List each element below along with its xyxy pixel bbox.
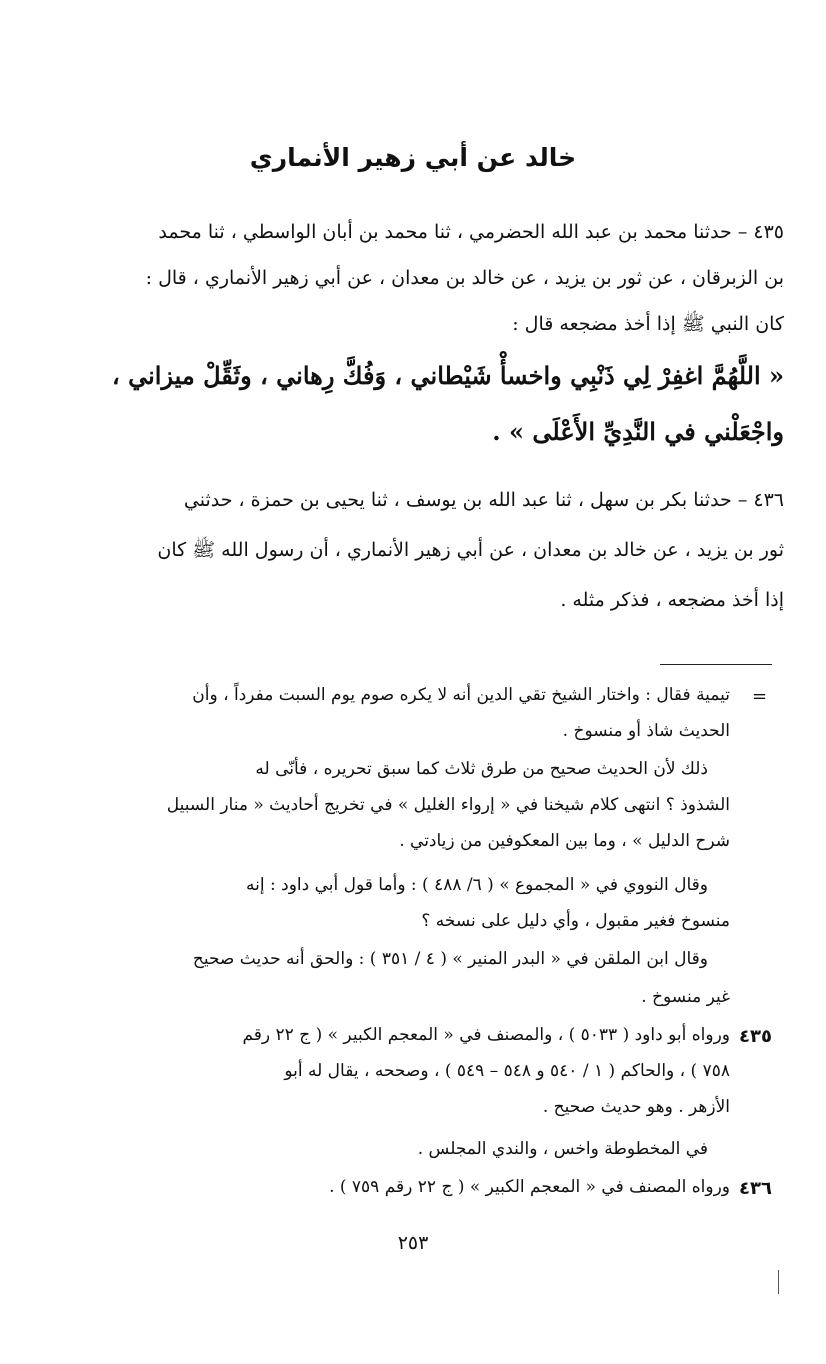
section-title: خالد عن أبي زهير الأنماري xyxy=(249,143,577,172)
dua-line-2: واجْعَلْني في النَّدِيِّ الأَعْلَى » . xyxy=(492,417,784,446)
footnote-continuation-line-2: الحديث شاذ أو منسوخ . xyxy=(562,721,730,741)
footnote-continuation-line-7: منسوخ فغير مقبول ، وأي دليل على نسخه ؟ xyxy=(421,911,730,931)
hadith-436-line-3: إذا أخذ مضجعه ، فذكر مثله . xyxy=(560,589,784,611)
footnote-435-line-4: في المخطوطة واخس ، والندي المجلس . xyxy=(417,1139,708,1159)
footnote-continuation-line-6: وقال النووي في « المجموع » ( ٦/ ٤٨٨ ) : وأما قول أبي داود : إنه xyxy=(246,875,708,895)
page-number: ٢٥٣ xyxy=(397,1232,429,1254)
hadith-435-line-1: ٤٣٥ – حدثنا محمد بن عبد الله الحضرمي ، ثنا محمد بن أبان الواسطي ، ثنا محمد xyxy=(158,221,784,243)
hadith-436-line-2: ثور بن يزيد ، عن خالد بن معدان ، عن أبي زهير الأنماري ، أن رسول الله ﷺ كان xyxy=(157,539,784,561)
hadith-436-line-1: ٤٣٦ – حدثنا بكر بن سهل ، ثنا عبد الله بن يوسف ، ثنا يحيى بن حمزة ، حدثني xyxy=(183,489,784,511)
footnote-separator xyxy=(660,664,772,665)
scan-edge-mark xyxy=(778,1270,779,1294)
footnote-continuation-line-4: الشذوذ ؟ انتهى كلام شيخنا في « إرواء الغليل » في تخريج أحاديث « منار السبيل xyxy=(166,795,730,815)
footnote-continuation-line-9: غير منسوخ . xyxy=(641,987,730,1007)
footnote-continuation-line-1: تيمية فقال : واختار الشيخ تقي الدين أنه لا يكره صوم يوم السبت مفرداً ، وأن xyxy=(192,685,730,705)
hadith-435-line-3: كان النبي ﷺ إذا أخذ مضجعه قال : xyxy=(512,313,784,335)
footnote-435-line-2: ٧٥٨ ) ، والحاكم ( ١ / ٥٤٠ و ٥٤٨ – ٥٤٩ ) ، وصححه ، يقال له أبو xyxy=(284,1061,730,1081)
footnote-436-line-1: ورواه المصنف في « المعجم الكبير » ( ج ٢٢ رقم ٧٥٩ ) . xyxy=(329,1177,730,1197)
footnote-continuation-line-3: ذلك لأن الحديث صحيح من طرق ثلاث كما سبق تحريره ، فأنّى له xyxy=(255,759,708,779)
footnote-continuation-line-5: شرح الدليل » ، وما بين المعكوفين من زيادتي . xyxy=(399,831,730,851)
hadith-435-line-2: بن الزبرقان ، عن ثور بن يزيد ، عن خالد بن معدان ، عن أبي زهير الأنماري ، قال : xyxy=(145,267,784,289)
continuation-mark: = xyxy=(752,686,768,707)
footnote-continuation-line-8: وقال ابن الملقن في « البدر المنير » ( ٤ / ٣٥١ ) : والحق أنه حديث صحيح xyxy=(192,949,708,969)
footnote-435-line-3: الأزهر . وهو حديث صحيح . xyxy=(542,1097,730,1117)
footnote-435-number: ٤٣٥ xyxy=(739,1026,772,1047)
footnote-435-line-1: ورواه أبو داود ( ٥٠٣٣ ) ، والمصنف في « المعجم الكبير » ( ج ٢٢ رقم xyxy=(242,1025,730,1045)
footnote-436-number: ٤٣٦ xyxy=(739,1178,772,1199)
dua-line-1: « اللَّهُمَّ اغفِرْ لِي ذَنْبِي واخسأْ شَيْطاني ، وَفُكَّ رِهاني ، وثَقِّلْ ميزاني ، xyxy=(111,361,784,390)
